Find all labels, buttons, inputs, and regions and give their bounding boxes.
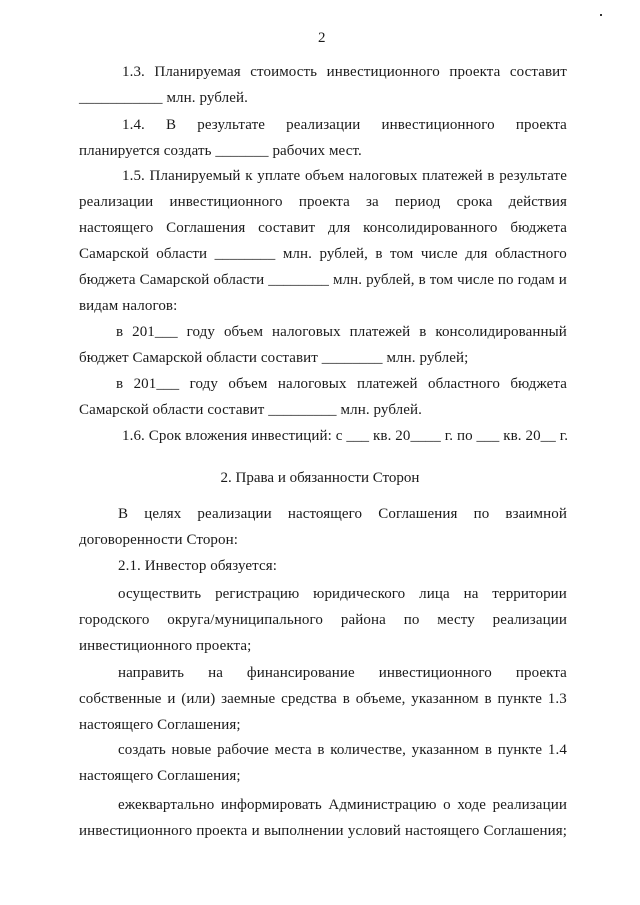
word: о: [443, 797, 451, 813]
word: за: [366, 194, 379, 210]
word: платежей: [356, 376, 418, 392]
paragraph-line: настоящего Соглашения;: [79, 768, 241, 784]
word: бюджета: [510, 220, 567, 236]
word: бюджета: [79, 272, 136, 288]
paragraph-line: бюджет Самарской области составит ________ млн. рублей;: [79, 350, 469, 366]
paragraph-line: [122, 167, 567, 185]
paragraph-line: [79, 245, 567, 263]
word: году: [189, 376, 218, 392]
word: по: [473, 506, 490, 522]
word: Самарской: [139, 272, 210, 288]
word: Соглашения: [378, 506, 458, 522]
word: реализации: [492, 797, 567, 813]
word: района: [340, 612, 386, 628]
word: инвестиционного: [378, 665, 492, 681]
paragraph-line: [79, 690, 567, 708]
paragraph-line: [79, 219, 567, 237]
paragraph-line: ___________ млн. рублей.: [79, 90, 248, 106]
section-heading: 2. Права и обязанности Сторон: [220, 470, 420, 486]
word: налоговых: [348, 168, 418, 184]
word: том: [429, 272, 454, 288]
word: взаимной: [505, 506, 567, 522]
word: направить: [118, 665, 185, 681]
word: настоящего: [287, 506, 363, 522]
word: в: [116, 324, 124, 340]
paragraph-line: [79, 193, 567, 211]
word: проекта: [515, 665, 567, 681]
word: составит: [258, 220, 316, 236]
word: к: [245, 168, 253, 184]
word: стоимость: [250, 64, 318, 80]
word: в: [375, 246, 383, 262]
word: проекта: [515, 117, 567, 133]
word: по: [403, 612, 420, 628]
word: и: [167, 691, 176, 707]
word: по: [497, 272, 514, 288]
word: регистрацию: [215, 586, 300, 602]
word: в: [419, 324, 427, 340]
word: В: [118, 506, 129, 522]
word: выполнении: [263, 823, 344, 839]
word: 1.5.: [122, 168, 145, 184]
word: (или): [181, 691, 216, 707]
word: осуществить: [118, 586, 202, 602]
word: рабочие: [217, 742, 269, 758]
paragraph-line: видам налогов:: [79, 298, 178, 314]
word: ________: [268, 272, 330, 288]
word: инвестиционного: [381, 117, 495, 133]
word: период: [394, 194, 441, 210]
word: уплате: [257, 168, 301, 184]
paragraph-line: [116, 323, 567, 341]
word: в: [317, 742, 325, 758]
word: 1.3: [547, 691, 567, 707]
word: количестве,: [330, 742, 406, 758]
word: целях: [144, 506, 182, 522]
paragraph-line: 2.1. Инвестор обязуется:: [118, 558, 277, 574]
word: 1.4.: [122, 117, 145, 133]
paragraph-line: [118, 505, 567, 523]
word: реализации: [492, 612, 567, 628]
word: области: [156, 246, 208, 262]
word: указанном: [411, 691, 479, 707]
word: Соглашения;: [483, 823, 567, 839]
paragraph-line: [116, 375, 567, 393]
word: в: [418, 272, 426, 288]
word: ________: [214, 246, 276, 262]
word: Администрацию: [328, 797, 437, 813]
page-number: 2: [318, 30, 326, 46]
word: бюджета: [510, 376, 567, 392]
word: собственные: [79, 691, 162, 707]
word: пункте: [497, 742, 543, 758]
word: в: [342, 691, 350, 707]
paragraph-line: [118, 585, 567, 603]
word: лица: [419, 586, 450, 602]
word: в: [116, 376, 124, 392]
word: пункте: [497, 691, 542, 707]
word: и: [251, 823, 260, 839]
word: числе: [420, 246, 458, 262]
word: ходе: [457, 797, 487, 813]
word: новые: [171, 742, 212, 758]
word: млн.: [282, 246, 312, 262]
paragraph-line: Самарской области составит _________ млн. рублей.: [79, 402, 423, 418]
word: годам: [517, 272, 555, 288]
word: реализации: [197, 506, 272, 522]
word: и: [558, 272, 567, 288]
word: Соглашения: [166, 220, 246, 236]
word: юридического: [313, 586, 406, 602]
word: создать: [118, 742, 166, 758]
word: налоговых: [277, 376, 347, 392]
word: месту: [437, 612, 475, 628]
word: срока: [456, 194, 493, 210]
word: заемные: [221, 691, 276, 707]
paragraph-line: [118, 796, 567, 814]
paragraph-line: [118, 664, 567, 682]
word: инвестиционного: [79, 823, 193, 839]
word: проекта: [298, 194, 350, 210]
word: налоговых: [272, 324, 341, 340]
word: 1.4: [547, 742, 567, 758]
word: реализации: [286, 117, 361, 133]
word: объем: [228, 376, 268, 392]
paragraph-line: настоящего Соглашения;: [79, 717, 241, 733]
word: объем: [304, 168, 345, 184]
word: Планируемая: [154, 64, 241, 80]
word: 1.3.: [122, 64, 145, 80]
word: в: [487, 168, 495, 184]
word: округа/муниципального: [167, 612, 324, 628]
word: городского: [79, 612, 150, 628]
word: рублей,: [319, 246, 368, 262]
word: платежей: [349, 324, 411, 340]
word: территории: [492, 586, 567, 602]
word: том: [390, 246, 414, 262]
paragraph-line: 1.6. Срок вложения инвестиций: с ___ кв. 20____ г. по ___ кв. 20__ г.: [122, 428, 569, 444]
word: составит: [509, 64, 567, 80]
word: инвестиционного: [326, 64, 440, 80]
paragraph-line: [79, 822, 567, 840]
word: в: [484, 691, 492, 707]
scan-mark: [600, 14, 602, 16]
word: финансирование: [246, 665, 355, 681]
word: области: [213, 272, 265, 288]
word: 201___: [132, 324, 178, 340]
word: В: [166, 117, 177, 133]
word: для: [328, 220, 351, 236]
word: информировать: [220, 797, 322, 813]
word: числе: [457, 272, 494, 288]
word: реализации: [79, 194, 154, 210]
word: в: [484, 742, 492, 758]
word: году: [186, 324, 216, 340]
word: действия: [508, 194, 567, 210]
word: 201___: [133, 376, 180, 392]
paragraph-line: [122, 63, 567, 81]
word: областного: [428, 376, 500, 392]
word: средства: [281, 691, 337, 707]
paragraph-line: [118, 741, 567, 759]
paragraph-line: [79, 611, 567, 629]
word: проекта: [449, 64, 501, 80]
word: консолидированный: [435, 324, 567, 340]
word: рублей,: [366, 272, 415, 288]
word: настоящего: [405, 823, 480, 839]
word: места: [274, 742, 312, 758]
paragraph-line: [79, 271, 567, 289]
paragraph-line: инвестиционного проекта;: [79, 638, 252, 654]
word: для: [465, 246, 488, 262]
word: инвестиционного: [169, 194, 283, 210]
word: проекта: [196, 823, 248, 839]
word: на: [208, 665, 223, 681]
word: млн.: [333, 272, 363, 288]
word: указанном: [411, 742, 480, 758]
word: объем: [223, 324, 264, 340]
word: консолидированного: [363, 220, 498, 236]
paragraph-line: договоренности Сторон:: [79, 532, 239, 548]
word: результате: [499, 168, 567, 184]
word: на: [463, 586, 479, 602]
word: настоящего: [79, 220, 154, 236]
word: объеме,: [355, 691, 406, 707]
word: областного: [494, 246, 567, 262]
word: Самарской: [79, 246, 149, 262]
word: условий: [347, 823, 401, 839]
word: результате: [197, 117, 266, 133]
word: платежей: [422, 168, 483, 184]
paragraph-line: [122, 116, 567, 134]
word: Планируемый: [149, 168, 241, 184]
word: ежеквартально: [118, 797, 215, 813]
paragraph-line: планируется создать _______ рабочих мест.: [79, 143, 362, 159]
